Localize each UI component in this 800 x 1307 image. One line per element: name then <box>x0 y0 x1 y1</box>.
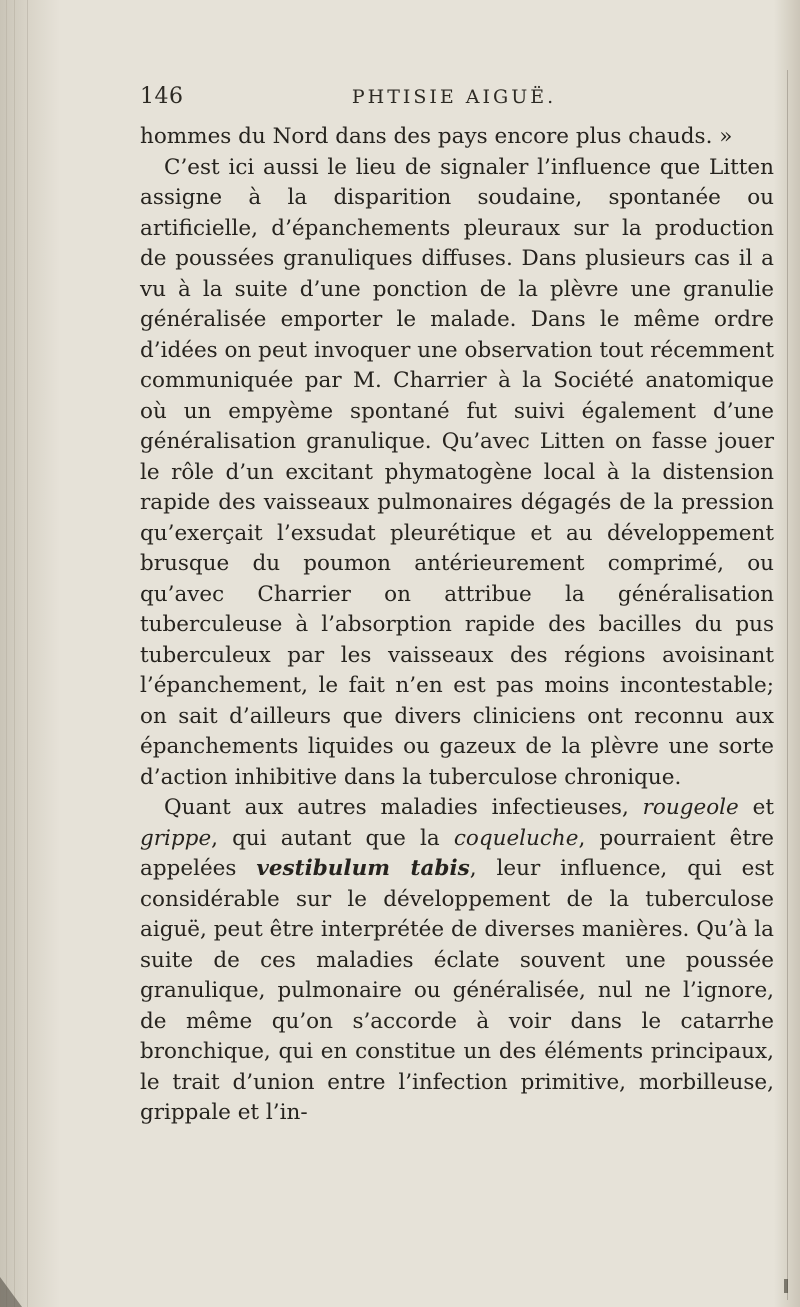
body-text <box>140 122 774 1129</box>
italic-term: grippe <box>140 825 212 851</box>
paragraph <box>140 793 774 1129</box>
page-edge-line <box>787 70 788 1300</box>
text-run: Quant aux autres maladies infectieuses, <box>164 795 643 820</box>
running-head <box>140 84 780 114</box>
italic-term: coqueluche <box>453 825 579 851</box>
gutter-line <box>6 0 7 1307</box>
gutter-line <box>14 0 15 1307</box>
page-gutter-shadow <box>0 0 60 1307</box>
paragraph: C’est ici aussi le lieu de signaler l’influence que Litten assigne à la disparition soudaine, spontanée ou artificielle, d’épanchements pleuraux sur la production de poussées granuliques diffuses. Dans plusieurs cas il a vu à la suite d’une ponction de la plèvre une granulie généralisée emporter le malade. Dans le même ordre d’idées on peut invoquer une observation tout récemment communiquée par M. Charrier à la Société anatomique où un empyème spontané fut suivi également d’une généralisation granulique. Qu’avec Litten on fasse jouer le rôle d’un excitant phymatogène local à la distension rapide des vaisseaux pulmonaires dégagés de la pression qu’exerçait l’exsudat pleurétique et au développement brusque du poumon antérieurement comprimé, ou qu’avec Charrier on attribue la généralisation tuberculeuse à l’absorption rapide des bacilles du pus tuberculeux par les vaisseaux des régions avoisinant l’épanchement, le fait n’en est pas moins incontestable; on sait d’ailleurs que divers cliniciens ont reconnu aux épanchements liquides ou gazeux de la plèvre une sorte d’action inhibitive dans la tuberculose chronique. <box>140 154 774 790</box>
corner-mark <box>0 1277 22 1307</box>
italic-term: vestibulum tabis <box>256 856 470 881</box>
page-number: 146 <box>140 84 184 109</box>
corner-mark <box>784 1279 788 1293</box>
running-title: PHTISIE AIGUË. <box>351 86 557 108</box>
text-run: , pourraient être appelées <box>140 825 774 881</box>
italic-term: rougeole <box>642 795 739 820</box>
text-run: , leur influence, qui est considérable sur le développement de la tuberculose aiguë, peut être interprétée de diverses manières. Qu’à la suite de ces maladies éclate souvent une poussée granulique, pulmonaire ou généralisée, nul ne l’ignore, de même qu’on s’accorde à voir dans le catarrhe bronchique, qui en constitue un des éléments principaux, le trait d’union entre l’infection primitive, morbilleuse, grippale et l’in- <box>140 856 775 1125</box>
text-run: et <box>738 795 774 820</box>
text-run: , qui autant que la <box>211 825 454 851</box>
paragraph: hommes du Nord dans des pays encore plus chauds. » <box>140 124 733 149</box>
gutter-line <box>27 0 28 1307</box>
